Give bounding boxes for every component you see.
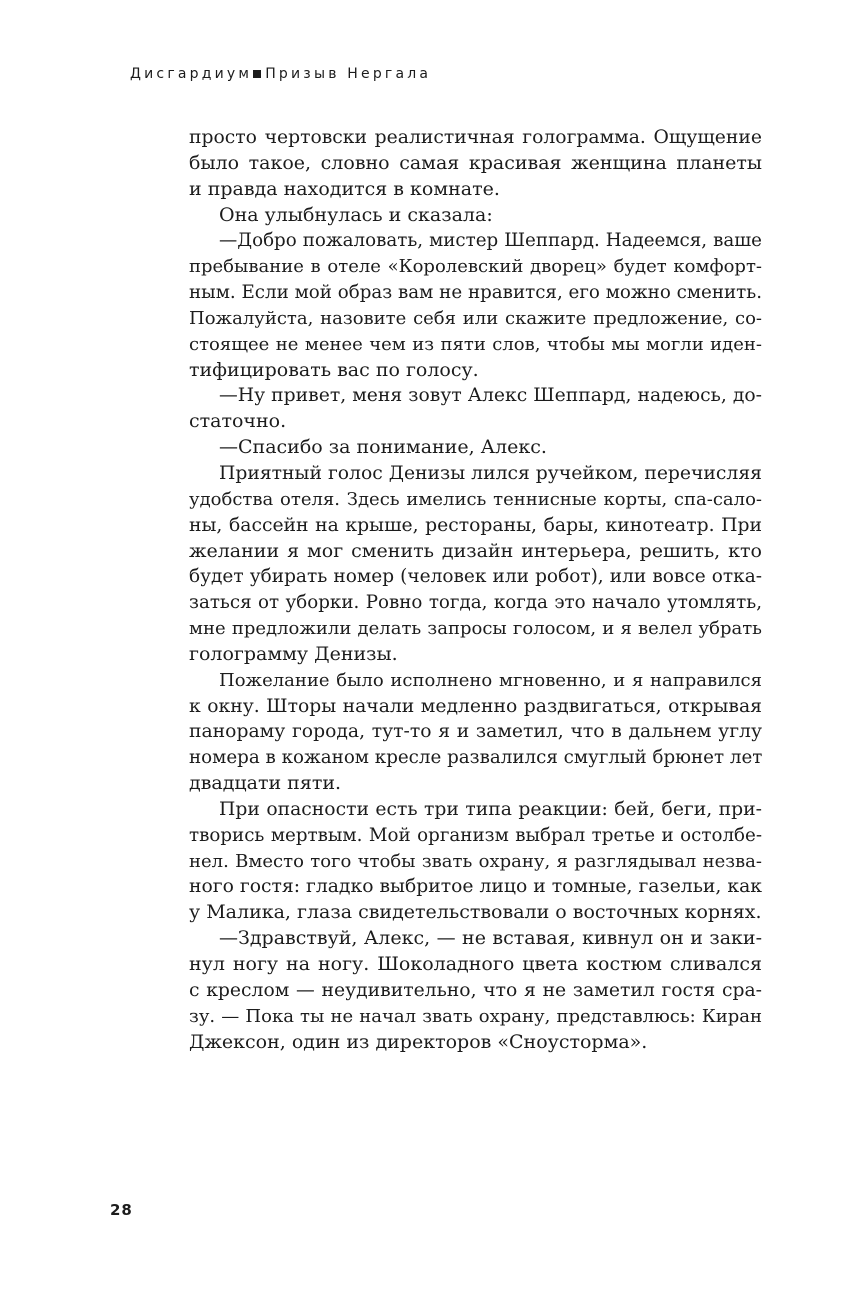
text-line: двадцати пяти. [189,772,342,795]
text-line: ны, бассейн на крыше, рестораны, бары, кинотеатр. При [189,514,762,536]
text-line: Приятный голос Денизы лился ручейком, перечисляя [219,462,762,484]
text-line: При опасности есть три типа реакции: бей, беги, при- [219,798,762,820]
text-line: голограмму Денизы. [189,642,398,665]
text-line: Пожелание было исполнено мгновенно, и я направился [219,669,762,691]
text-line: просто чертовски реалистичная голограмма. Ощущение [189,127,762,148]
text-line: Она улыбнулась и сказала: [219,203,493,226]
text-line: номера в кожаном кресле развалился смуглый брюнет лет [189,747,763,769]
text-line: будет убирать номер (человек или робот), или вовсе отка- [189,566,762,588]
text-line: нел. Вместо того чтобы звать охрану, я разглядывал незва- [189,850,762,872]
page-number: 28 [110,1201,133,1219]
text-line: ным. Если мой образ вам не нравится, его можно сменить. [189,282,762,304]
text-line: нул ногу на ногу. Шоколадного цвета костюм сливался [189,953,762,975]
text-line: желании я мог сменить дизайн интерьера, решить, кто [189,539,762,562]
square-separator-icon [253,70,261,78]
text-line: —Спасибо за понимание, Алекс. [219,436,547,459]
text-line: пребывание в отеле «Королевский дворец» будет комфорт- [189,256,762,278]
text-line: Пожалуйста, назовите себя или скажите предложение, со- [189,307,762,329]
text-line: ного гостя: гладко выбритое лицо и томные, газельи, как [189,876,762,898]
text-line: стоящее не менее чем из пяти слов, чтобы мы могли иден- [189,333,762,355]
text-line: статочно. [189,410,287,433]
text-line: —Ну привет, меня зовут Алекс Шеппард, надеюсь, до- [219,385,762,407]
text-line: с креслом — неудивительно, что я не заметил гостя сра- [189,979,762,1001]
text-line: у Малика, глаза свидетельствовали о восточных корнях. [189,901,762,924]
text-line: панораму города, тут-то я и заметил, что в дальнем углу [189,721,762,743]
text-line: удобства отеля. Здесь имелись теннисные корты, спа-сало- [189,488,762,510]
text-line: зу. — Пока ты не начал звать охрану, представлюсь: Киран [189,1005,762,1027]
text-line: тифицировать вас по голосу. [189,358,479,381]
text-line: к окну. Шторы начали медленно раздвигаться, открывая [189,695,762,717]
book-title: Дисгардиум [130,66,253,82]
text-line: заться от уборки. Ровно тогда, когда это начало утомлять, [189,592,762,614]
text-line: было такое, словно самая красивая женщина планеты [189,151,762,174]
text-line: мне предложили делать запросы голосом, и я велел убрать [189,618,762,640]
body-text [189,125,762,1055]
text-line: и правда находится в комнате. [189,177,500,200]
part-title: Призыв Нергала [265,66,432,82]
text-line: —Добро пожаловать, мистер Шеппард. Надеемся, ваше [219,230,762,252]
text-line: творись мертвым. Мой организм выбрал третье и остолбе- [189,824,762,846]
text-line: Джексон, один из директоров «Сноусторма». [189,1030,648,1053]
running-header [130,66,431,82]
text-line: —Здравствуй, Алекс, — не вставая, кивнул он и заки- [219,927,762,950]
